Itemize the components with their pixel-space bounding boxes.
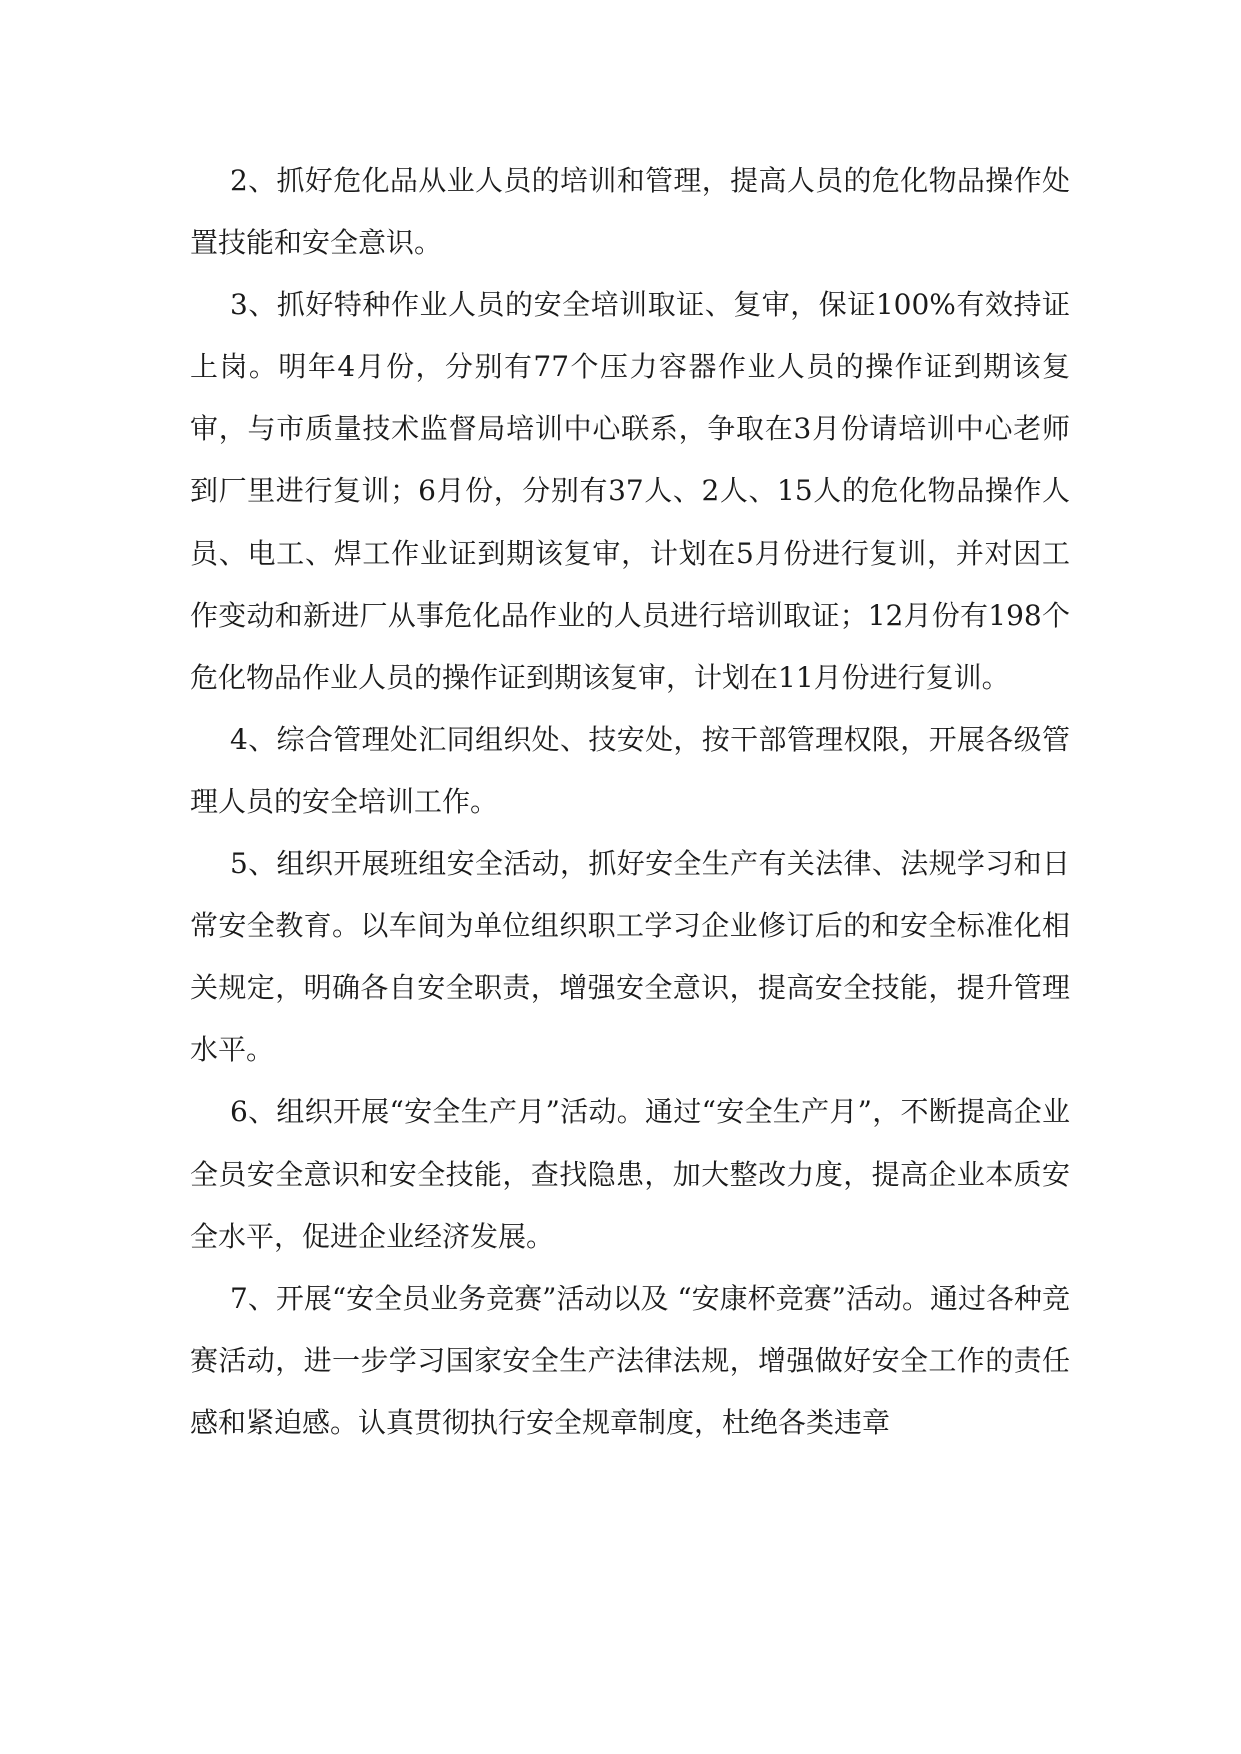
paragraph-item-4: 4、综合管理处汇同组织处、技安处，按干部管理权限，开展各级管理人员的安全培训工作。 [190, 722, 1070, 818]
document-body [190, 150, 1070, 1454]
paragraph-item-7: 7、开展“安全员业务竞赛”活动以及 “安康杯竞赛”活动。通过各种竞赛活动，进一步学习国家安全生产法律法规，增强做好安全工作的责任感和紧迫感。认真贯彻执行安全规章制度，杜绝各类违章 [190, 1281, 1070, 1439]
paragraph-item-3: 3、抓好特种作业人员的安全培训取证、复审，保证100%有效持证上岗。明年4月份，分别有77个压力容器作业人员的操作证到期该复审，与市质量技术监督局培训中心联系，争取在3月份请培训中心老师到厂里进行复训；6月份，分别有37人、2人、15人的危化物品操作人员、电工、焊工作业证到期该复审，计划在5月份进行复训，并对因工作变动和新进厂从事危化品作业的人员进行培训取证；12月份有198个危化物品作业人员的操作证到期该复审，计划在11月份进行复训。 [190, 288, 1070, 694]
paragraph-item-2: 2、抓好危化品从业人员的培训和管理，提高人员的危化物品操作处置技能和安全意识。 [190, 164, 1070, 260]
paragraph-item-5: 5、组织开展班组安全活动，抓好安全生产有关法律、法规学习和日常安全教育。以车间为单位组织职工学习企业修订后的和安全标准化相关规定，明确各自安全职责，增强安全意识，提高安全技能，提升管理水平。 [190, 847, 1070, 1067]
paragraph-item-6: 6、组织开展“安全生产月”活动。通过“安全生产月”，不断提高企业全员安全意识和安全技能，查找隐患，加大整改力度，提高企业本质安全水平，促进企业经济发展。 [190, 1095, 1070, 1253]
